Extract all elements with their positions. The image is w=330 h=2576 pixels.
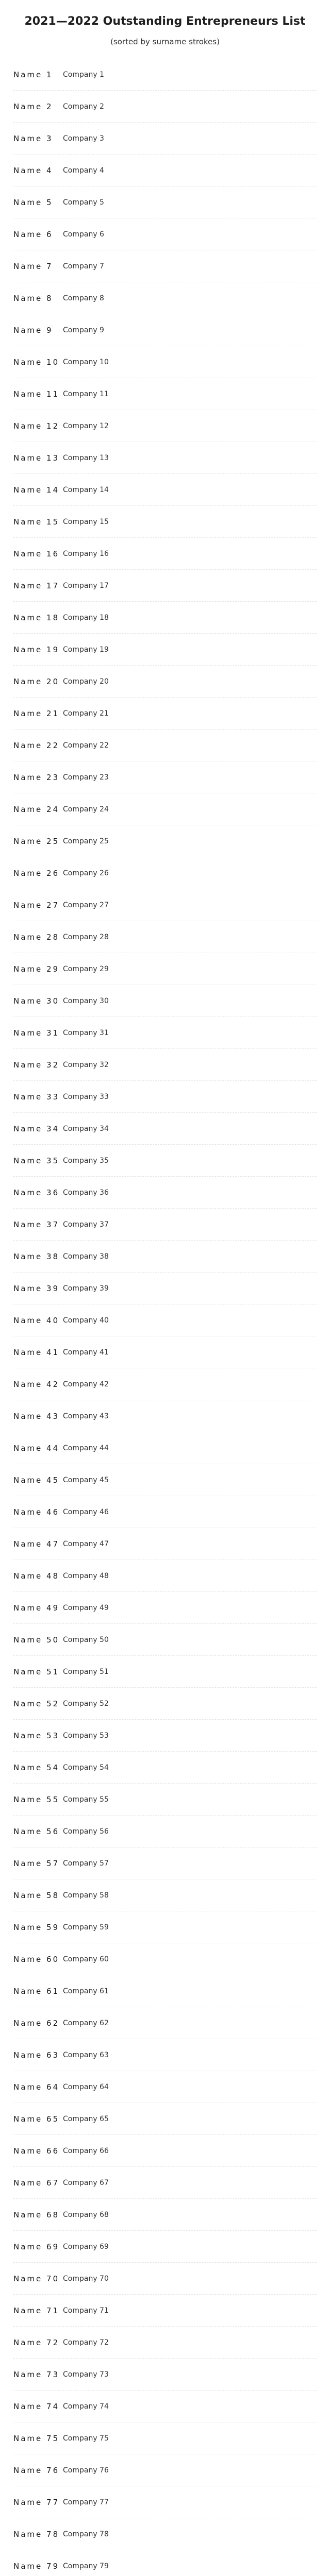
entry-name: Name 23 bbox=[13, 772, 60, 782]
entry-company: Company 5 bbox=[63, 198, 104, 207]
list-item bbox=[13, 2039, 317, 2071]
entry-name: Name 74 bbox=[13, 2401, 60, 2411]
entry-company: Company 34 bbox=[63, 1124, 109, 1133]
entry-name: Name 78 bbox=[13, 2529, 60, 2539]
entry-company: Company 39 bbox=[63, 1284, 109, 1293]
entry-company: Company 43 bbox=[63, 1412, 109, 1420]
list-item bbox=[13, 187, 317, 218]
entry-company: Company 18 bbox=[63, 613, 109, 622]
entry-name: Name 71 bbox=[13, 2306, 60, 2315]
list-item bbox=[13, 1911, 317, 1943]
list-item bbox=[13, 218, 317, 250]
entry-company: Company 78 bbox=[63, 2530, 109, 2538]
list-item bbox=[13, 410, 317, 442]
list-item bbox=[13, 698, 317, 730]
entry-company: Company 24 bbox=[63, 805, 109, 814]
list-item bbox=[13, 793, 317, 825]
list-item bbox=[13, 1848, 317, 1879]
entry-name: Name 45 bbox=[13, 1475, 60, 1485]
entry-company: Company 32 bbox=[63, 1060, 109, 1069]
entry-company: Company 45 bbox=[63, 1476, 109, 1484]
entry-name: Name 28 bbox=[13, 932, 60, 942]
entry-name: Name 6 bbox=[13, 229, 53, 239]
list-item bbox=[13, 857, 317, 889]
entry-name: Name 7 bbox=[13, 261, 53, 271]
list-item bbox=[13, 1336, 317, 1368]
list-item bbox=[13, 2263, 317, 2295]
entry-company: Company 14 bbox=[63, 485, 109, 494]
list-item bbox=[13, 1688, 317, 1720]
entry-company: Company 22 bbox=[63, 741, 109, 750]
entry-company: Company 71 bbox=[63, 2306, 109, 2315]
list-item bbox=[13, 953, 317, 985]
entry-name: Name 12 bbox=[13, 421, 60, 431]
entry-name: Name 76 bbox=[13, 2465, 60, 2475]
list-item bbox=[13, 1784, 317, 1816]
list-item bbox=[13, 155, 317, 187]
entry-name: Name 69 bbox=[13, 2242, 60, 2251]
entry-name: Name 54 bbox=[13, 1762, 60, 1772]
entry-company: Company 51 bbox=[63, 1667, 109, 1676]
entry-name: Name 63 bbox=[13, 2050, 60, 2060]
list-item bbox=[13, 1304, 317, 1336]
list-item bbox=[13, 1209, 317, 1241]
list-item bbox=[13, 761, 317, 793]
entry-name: Name 24 bbox=[13, 804, 60, 814]
entry-name: Name 60 bbox=[13, 1954, 60, 1964]
entry-company: Company 55 bbox=[63, 1795, 109, 1804]
entry-company: Company 64 bbox=[63, 2082, 109, 2091]
entry-company: Company 17 bbox=[63, 581, 109, 590]
entry-company: Company 47 bbox=[63, 1539, 109, 1548]
list-item bbox=[13, 91, 317, 123]
list-item bbox=[13, 314, 317, 346]
entry-name: Name 3 bbox=[13, 133, 53, 143]
entry-company: Company 15 bbox=[63, 517, 109, 526]
entry-name: Name 37 bbox=[13, 1219, 60, 1229]
entry-company: Company 20 bbox=[63, 677, 109, 686]
entry-name: Name 42 bbox=[13, 1379, 60, 1389]
entry-company: Company 6 bbox=[63, 230, 104, 239]
list-item bbox=[13, 1368, 317, 1400]
entry-company: Company 3 bbox=[63, 134, 104, 143]
entry-company: Company 7 bbox=[63, 262, 104, 270]
entry-company: Company 70 bbox=[63, 2274, 109, 2283]
entry-name: Name 43 bbox=[13, 1411, 60, 1421]
list-item bbox=[13, 1464, 317, 1496]
list-item bbox=[13, 538, 317, 570]
entry-name: Name 21 bbox=[13, 708, 60, 718]
entry-name: Name 61 bbox=[13, 1986, 60, 1996]
list-item bbox=[13, 730, 317, 761]
entry-company: Company 63 bbox=[63, 2050, 109, 2059]
list-item bbox=[13, 825, 317, 857]
entry-company: Company 41 bbox=[63, 1348, 109, 1357]
list-item bbox=[13, 2135, 317, 2167]
list-item bbox=[13, 921, 317, 953]
entry-company: Company 65 bbox=[63, 2114, 109, 2123]
entry-company: Company 29 bbox=[63, 964, 109, 973]
entry-company: Company 9 bbox=[63, 326, 104, 334]
entry-name: Name 29 bbox=[13, 964, 60, 974]
entry-name: Name 51 bbox=[13, 1667, 60, 1676]
list-item bbox=[13, 282, 317, 314]
list-item bbox=[13, 2486, 317, 2518]
entry-company: Company 74 bbox=[63, 2402, 109, 2411]
entry-name: Name 9 bbox=[13, 325, 53, 335]
list-item bbox=[13, 2454, 317, 2486]
list-item bbox=[13, 442, 317, 474]
list-item bbox=[13, 1081, 317, 1113]
document-title: 2021—2022 Outstanding Entrepreneurs List bbox=[24, 15, 306, 28]
list-item bbox=[13, 570, 317, 602]
entry-name: Name 33 bbox=[13, 1092, 60, 1101]
entry-company: Company 2 bbox=[63, 102, 104, 111]
entry-company: Company 48 bbox=[63, 1571, 109, 1580]
list-item bbox=[13, 666, 317, 698]
entry-company: Company 54 bbox=[63, 1763, 109, 1772]
entry-company: Company 79 bbox=[63, 2562, 109, 2570]
list-item bbox=[13, 2167, 317, 2199]
list-item bbox=[13, 2550, 317, 2576]
entry-name: Name 22 bbox=[13, 740, 60, 750]
list-item bbox=[13, 346, 317, 378]
document-header bbox=[13, 0, 317, 57]
entry-name: Name 8 bbox=[13, 293, 53, 303]
entry-name: Name 41 bbox=[13, 1347, 60, 1357]
entry-company: Company 60 bbox=[63, 1955, 109, 1963]
list-item bbox=[13, 985, 317, 1017]
list-item bbox=[13, 634, 317, 666]
entry-name: Name 53 bbox=[13, 1731, 60, 1740]
entry-company: Company 35 bbox=[63, 1156, 109, 1165]
entry-company: Company 28 bbox=[63, 933, 109, 941]
entry-name: Name 26 bbox=[13, 868, 60, 878]
entry-name: Name 16 bbox=[13, 549, 60, 558]
list-item bbox=[13, 1816, 317, 1848]
entry-company: Company 52 bbox=[63, 1699, 109, 1708]
entry-company: Company 58 bbox=[63, 1891, 109, 1900]
entry-company: Company 23 bbox=[63, 773, 109, 782]
list-item bbox=[13, 1049, 317, 1081]
list-item bbox=[13, 2391, 317, 2422]
entry-name: Name 30 bbox=[13, 996, 60, 1006]
entry-company: Company 49 bbox=[63, 1603, 109, 1612]
entry-name: Name 1 bbox=[13, 70, 53, 79]
entry-name: Name 73 bbox=[13, 2369, 60, 2379]
entry-name: Name 49 bbox=[13, 1603, 60, 1613]
entry-company: Company 30 bbox=[63, 996, 109, 1005]
entry-name: Name 72 bbox=[13, 2337, 60, 2347]
entry-company: Company 25 bbox=[63, 837, 109, 845]
list-item bbox=[13, 1720, 317, 1752]
entry-name: Name 55 bbox=[13, 1794, 60, 1804]
entry-company: Company 53 bbox=[63, 1731, 109, 1740]
entry-name: Name 40 bbox=[13, 1315, 60, 1325]
list-item bbox=[13, 2359, 317, 2391]
entry-name: Name 20 bbox=[13, 676, 60, 686]
entry-company: Company 44 bbox=[63, 1444, 109, 1452]
entry-company: Company 13 bbox=[63, 453, 109, 462]
entry-name: Name 17 bbox=[13, 581, 60, 590]
entry-company: Company 1 bbox=[63, 70, 104, 79]
list-item bbox=[13, 1975, 317, 2007]
list-item bbox=[13, 2295, 317, 2327]
entry-company: Company 10 bbox=[63, 358, 109, 366]
list-item bbox=[13, 1145, 317, 1177]
entry-name: Name 58 bbox=[13, 1890, 60, 1900]
list-item bbox=[13, 474, 317, 506]
entry-name: Name 19 bbox=[13, 645, 60, 654]
list-item bbox=[13, 1496, 317, 1528]
entry-name: Name 4 bbox=[13, 165, 53, 175]
entry-company: Company 75 bbox=[63, 2434, 109, 2443]
entry-name: Name 57 bbox=[13, 1858, 60, 1868]
entry-name: Name 44 bbox=[13, 1443, 60, 1453]
list-item bbox=[13, 1752, 317, 1784]
list-item bbox=[13, 2327, 317, 2359]
entry-company: Company 67 bbox=[63, 2178, 109, 2187]
entry-name: Name 56 bbox=[13, 1826, 60, 1836]
entry-name: Name 36 bbox=[13, 1188, 60, 1197]
entry-company: Company 12 bbox=[63, 421, 109, 430]
list-item bbox=[13, 1113, 317, 1145]
entry-company: Company 72 bbox=[63, 2338, 109, 2347]
entry-name: Name 38 bbox=[13, 1251, 60, 1261]
entry-company: Company 16 bbox=[63, 549, 109, 558]
entry-company: Company 56 bbox=[63, 1827, 109, 1836]
entry-company: Company 61 bbox=[63, 1987, 109, 1995]
entry-name: Name 62 bbox=[13, 2018, 60, 2028]
list-item bbox=[13, 1400, 317, 1432]
entry-name: Name 79 bbox=[13, 2561, 60, 2571]
entry-name: Name 13 bbox=[13, 453, 60, 463]
entry-name: Name 66 bbox=[13, 2146, 60, 2156]
entry-name: Name 39 bbox=[13, 1283, 60, 1293]
list-item bbox=[13, 1656, 317, 1688]
entry-name: Name 14 bbox=[13, 485, 60, 495]
list-item bbox=[13, 2422, 317, 2454]
entry-name: Name 65 bbox=[13, 2114, 60, 2124]
list-item bbox=[13, 59, 317, 91]
list-item bbox=[13, 1273, 317, 1304]
entry-name: Name 35 bbox=[13, 1156, 60, 1165]
entry-name: Name 32 bbox=[13, 1060, 60, 1070]
entry-name: Name 18 bbox=[13, 613, 60, 622]
entry-name: Name 52 bbox=[13, 1699, 60, 1708]
entry-company: Company 73 bbox=[63, 2370, 109, 2379]
entry-company: Company 42 bbox=[63, 1380, 109, 1388]
list-item bbox=[13, 1432, 317, 1464]
list-item bbox=[13, 2103, 317, 2135]
entry-company: Company 59 bbox=[63, 1923, 109, 1931]
entry-company: Company 8 bbox=[63, 294, 104, 302]
entry-company: Company 33 bbox=[63, 1092, 109, 1101]
entry-name: Name 75 bbox=[13, 2433, 60, 2443]
list-item bbox=[13, 1177, 317, 1209]
entrepreneur-list bbox=[13, 59, 317, 2576]
entry-name: Name 25 bbox=[13, 836, 60, 846]
entry-name: Name 67 bbox=[13, 2178, 60, 2188]
entry-company: Company 76 bbox=[63, 2466, 109, 2475]
list-item bbox=[13, 602, 317, 634]
entry-name: Name 10 bbox=[13, 357, 60, 367]
entry-company: Company 66 bbox=[63, 2146, 109, 2155]
list-item bbox=[13, 1943, 317, 1975]
entry-company: Company 26 bbox=[63, 869, 109, 877]
entry-name: Name 64 bbox=[13, 2082, 60, 2092]
list-item bbox=[13, 1879, 317, 1911]
entry-name: Name 34 bbox=[13, 1124, 60, 1133]
entry-company: Company 4 bbox=[63, 166, 104, 175]
entry-company: Company 21 bbox=[63, 709, 109, 718]
list-item bbox=[13, 1528, 317, 1560]
entry-name: Name 11 bbox=[13, 389, 60, 399]
list-item bbox=[13, 1241, 317, 1273]
entry-name: Name 48 bbox=[13, 1571, 60, 1581]
entry-company: Company 27 bbox=[63, 901, 109, 909]
list-item bbox=[13, 2231, 317, 2263]
entry-company: Company 11 bbox=[63, 389, 109, 398]
entry-name: Name 59 bbox=[13, 1922, 60, 1932]
entry-company: Company 46 bbox=[63, 1507, 109, 1516]
list-item bbox=[13, 250, 317, 282]
entry-company: Company 40 bbox=[63, 1316, 109, 1325]
list-item bbox=[13, 506, 317, 538]
entry-company: Company 37 bbox=[63, 1220, 109, 1229]
entry-name: Name 68 bbox=[13, 2210, 60, 2219]
list-item bbox=[13, 1624, 317, 1656]
entry-name: Name 50 bbox=[13, 1635, 60, 1645]
entry-company: Company 68 bbox=[63, 2210, 109, 2219]
entry-name: Name 47 bbox=[13, 1539, 60, 1549]
entry-company: Company 62 bbox=[63, 2019, 109, 2027]
list-item bbox=[13, 889, 317, 921]
entry-company: Company 50 bbox=[63, 1635, 109, 1644]
entry-name: Name 46 bbox=[13, 1507, 60, 1517]
entry-company: Company 69 bbox=[63, 2242, 109, 2251]
list-item bbox=[13, 378, 317, 410]
document-subtitle: (sorted by surname strokes) bbox=[110, 37, 220, 46]
entry-name: Name 77 bbox=[13, 2497, 60, 2507]
entry-company: Company 57 bbox=[63, 1859, 109, 1868]
entry-company: Company 31 bbox=[63, 1028, 109, 1037]
entry-name: Name 31 bbox=[13, 1028, 60, 1038]
list-item bbox=[13, 1017, 317, 1049]
list-item bbox=[13, 1560, 317, 1592]
entry-company: Company 36 bbox=[63, 1188, 109, 1197]
list-item bbox=[13, 1592, 317, 1624]
list-item bbox=[13, 2007, 317, 2039]
entry-name: Name 27 bbox=[13, 900, 60, 910]
list-item bbox=[13, 2199, 317, 2231]
list-item bbox=[13, 2518, 317, 2550]
list-item bbox=[13, 2071, 317, 2103]
entry-company: Company 77 bbox=[63, 2498, 109, 2506]
entry-name: Name 5 bbox=[13, 197, 53, 207]
entry-name: Name 15 bbox=[13, 517, 60, 527]
entry-name: Name 2 bbox=[13, 101, 53, 111]
entry-company: Company 19 bbox=[63, 645, 109, 654]
entry-company: Company 38 bbox=[63, 1252, 109, 1261]
list-item bbox=[13, 123, 317, 155]
entry-name: Name 70 bbox=[13, 2274, 60, 2283]
